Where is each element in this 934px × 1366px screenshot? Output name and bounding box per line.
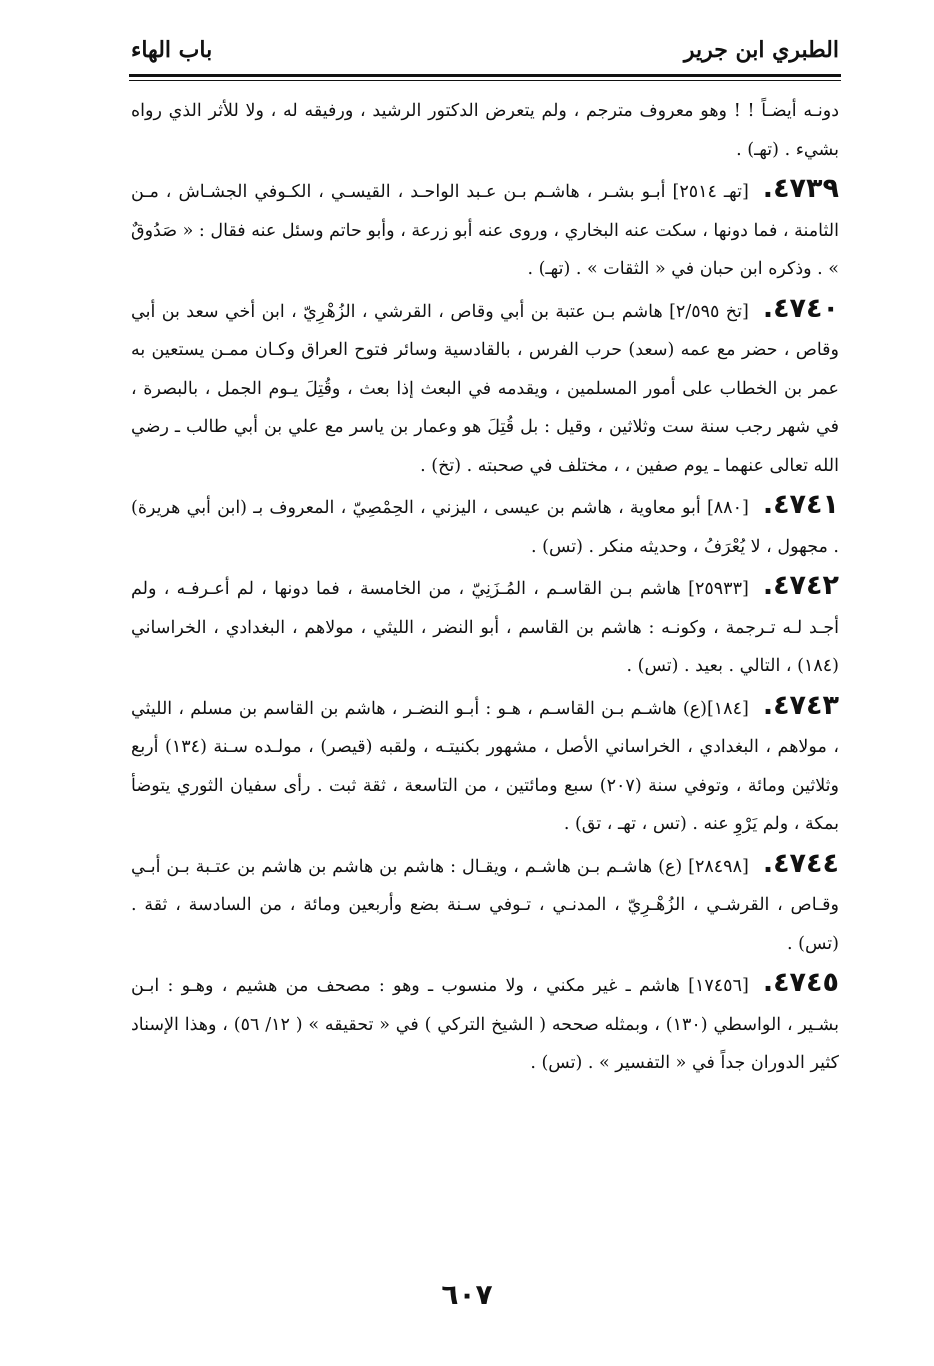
entry-number: ٤٧٤٣.: [762, 689, 839, 721]
header-rule-thin: [129, 80, 841, 81]
entry-text: [١٨٤](ع) هاشـم بـن القاسـم ، هـو : أبـو النضـر ، هاشم بن القاسم بن مسلم ، الليثي ، مولاهم ، البغدادي ، الخراساني الأصل ، مشهور بكنيتـه ، ولقبه (قيصر) ، مولـده سـنة (١٣٤) أربع وثلاثين ومائة ، وتوفي سنة (٢٠٧) سبع ومائتين ، من التاسعة ، ثقة ثبت . رأى سفيان الثوري يتوضأ بمكة ، ولم يَرْوِ عنه . (تس ، تهـ ، تق) .: [131, 698, 840, 834]
entry-text: [٨٨٠] أبو معاوية ، هاشم بن عيسى ، اليزني ، الحِمْصِيّ ، المعروف بـ (ابن أبي هريرة) . مجهول ، لا يُعْرَفُ ، وحديثه منكر . (تس) .: [131, 498, 839, 557]
entry-4742: [131, 570, 839, 686]
page-body: [131, 92, 839, 1083]
entry-number: ٤٧٤٤.: [762, 847, 839, 879]
entry-number: ٤٧٤٢.: [762, 570, 839, 601]
entry-number: ٤٧٤٠.: [762, 292, 839, 324]
entry-4739: [131, 173, 839, 289]
entry-text: [٢٥٩٣٣] هاشم بـن القاسـم ، المُـزَنِيّ ، من الخامسة ، فما دونها ، لم أعـرفـه ، ولم أجـد لـه تـرجمة ، وكونـه : هاشم بن القاسم ، أبو النضر ، الليثي ، مولاهم ، البغدادي ، الخراساني (١٨٤) ، التالي . بعيد . (تس) .: [131, 579, 839, 676]
entry-text: [١٧٤٥٦] هاشم ـ غير مكني ، ولا منسوب ـ وهو : مصحف من هشيم ، وهـو : ابـن بشـير ، الواسطي (١٣٠) ، وبمثله صححه ( الشيخ التركي ) في « تحقيقه » ( ١٢/ ٥٦) ، وهذا الإسناد كثير الدوران جداً في « التفسير » . (تس) .: [131, 976, 839, 1073]
entry-text: [تهـ ٢٥١٤] أبـو بشـر ، هاشـم بـن عـبد الواحـد ، القيسـي ، الكـوفي الجشـاش ، مـن الثامنة ، فما دونها ، سكت عنه البخاري ، وروى عنه أبو زرعة ، وأبو حاتم وسئل عنه فقال : « صَدُوقٌ » . وذكره ابن حبان في « الثقات » . (تهـ) .: [131, 182, 839, 279]
entry-4741: [131, 489, 839, 566]
book-title: الطبري ابن جرير: [683, 37, 839, 63]
page-number: ٦٠٧: [441, 1278, 493, 1311]
chapter-title: باب الهاء: [131, 37, 213, 63]
entry-4740: [131, 293, 839, 486]
entry-text: [تخ ٢/٥٩٥] هاشم بـن عتبة بن أبي وقاص ، القرشي ، الزُهْرِيّ ، ابن أخي سعد بن أبي وقاص ، حضر مع عمه (سعد) حرب الفرس ، بالقادسية وسائر فتوح العراق وكـان ممـن يستعين به عمر بن الخطاب على أمور المسلمين ، ويقدمه في البعث إذا بعث ، وقُتِلَ يـوم الجمل ، بالبصرة ، في شهر رجب سنة ست وثلاثين ، وقيل : بل قُتِلَ هو وعمار بن ياسر مع علي بن أبي طالب ـ رضي الله تعالى عنهما ـ يوم صفين ، ، مختلف في صحبته . (تخ) .: [131, 301, 839, 476]
entry-text: [٢٨٤٩٨] (ع) هاشـم بـن هاشـم ، ويقـال : هاشم بن هاشم بن هاشم بن عتـبة بـن أبـي وقـاص ، القرشـي ، الزُهْـرِيّ ، المدنـي ، تـوفي سـنة بضع وأربعين ومائة ، من السادسة ، ثقة . (تس) .: [131, 856, 839, 954]
entry-4745: [131, 967, 839, 1083]
entry-number: ٤٧٣٩.: [762, 173, 839, 204]
entry-number: ٤٧٤١.: [762, 489, 839, 520]
entry-4743: [131, 690, 839, 844]
header-rule-thick: [129, 74, 841, 77]
entry-4744: [131, 848, 839, 964]
running-header: [131, 30, 839, 70]
entry-number: ٤٧٤٥.: [762, 967, 839, 998]
continuation-paragraph: دونـه أيضـاً ! ! وهو معروف مترجم ، ولم يتعرض الدكتور الرشيد ، ورفيقه له ، ولا للأثر الذي رواه بشيء . (تهـ) .: [131, 101, 839, 160]
